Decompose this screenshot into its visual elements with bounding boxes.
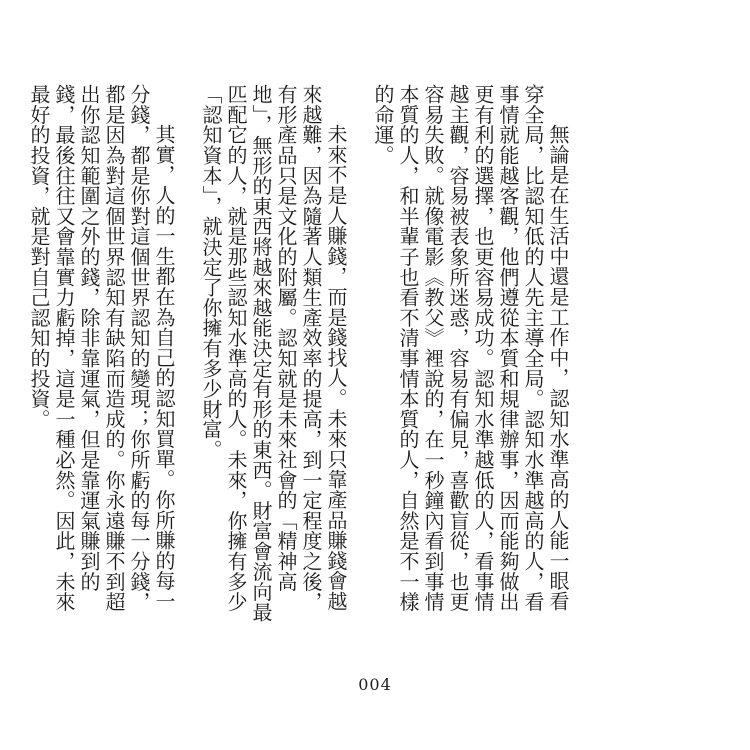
paragraph-3: 其實，人的一生都在為自己的認知買單。你所賺的每一分錢，都是你對這個世界認知的變現；你所虧的每一分錢，都是因為對這個世界認知有缺陷而造成的。你永遠賺不到超出你認知範圍之外的錢，除非靠運氣，但是靠運氣賺到的錢，最後往往又會靠實力虧掉，這是一種必然。因此，未來最好的投資，就是對自己認知的投資。 [27, 84, 176, 612]
paragraph-1: 無論是在生活中還是工作中，認知水準高的人能一眼看穿全局，比認知低的人先主導全局。認知水準越高的人，看事情就能越客觀，他們遵從本質和規律辦事，因而能夠做出更有利的選擇，也更容易成功。認知水準越低的人，看事情越主觀，容易被表象所迷惑，容易有偏見，喜歡盲從，也更容易失敗。就像電影《教父》裡說的，在一秒鐘內看到事情本質的人，和半輩子也看不清事情本質的人，自然是不一樣的命運。 [371, 84, 570, 612]
vertical-text-body [26, 84, 570, 624]
paragraph-2: 未來不是人賺錢，而是錢找人。未來只靠產品賺錢會越來越難，因為隨著人類生產效率的提高，到一定程度之後，有形產品只是文化的附屬。認知就是未來社會的「精神高地」，無形的東西將越來越能決定有形的東西。財富會流向最匹配它的人，就是那些認知水準高的人。未來，你擁有多少「認知資本」，就決定了你擁有多少財富。 [199, 84, 348, 623]
page-number: 004 [358, 675, 392, 694]
